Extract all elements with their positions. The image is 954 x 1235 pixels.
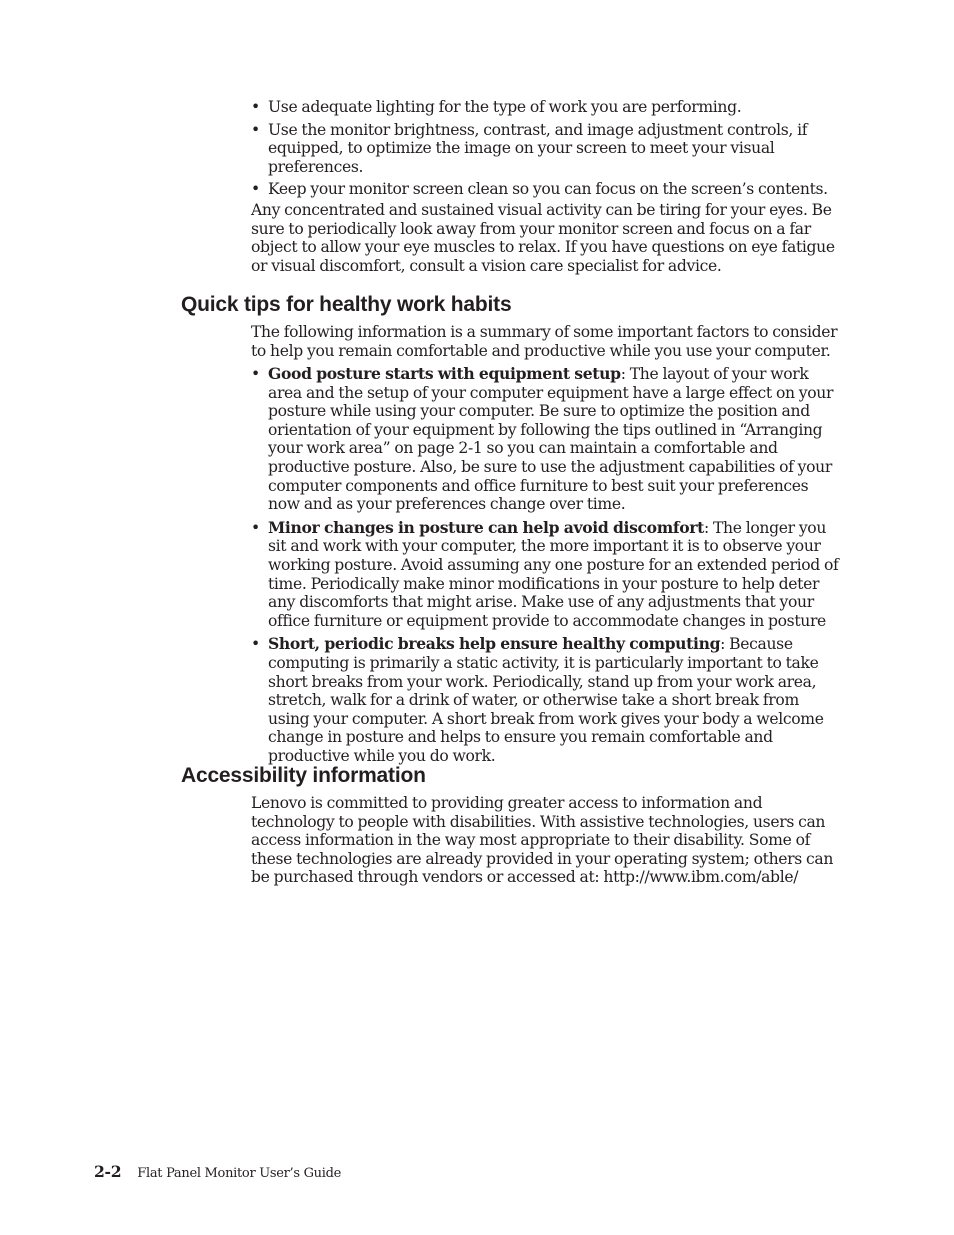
bullet-marker: • — [251, 180, 260, 199]
bullet-marker: • — [251, 120, 260, 139]
tip-title: Minor changes in posture can help avoid discomfort — [268, 517, 704, 537]
list-item-text: Keep your monitor screen clean so you can focus on the screen’s contents. — [268, 180, 828, 199]
page-number: 2-2 — [94, 1162, 122, 1181]
quick-tips-heading: Quick tips for healthy work habits — [181, 293, 512, 316]
accessibility-heading: Accessibility information — [181, 764, 426, 787]
bullet-marker: • — [251, 98, 260, 116]
tip-text: : Because computing is primarily a static activity, it is particularly important to take short breaks from your work. Periodically, stand up from your work area, stretch, walk for a drink of water, or otherwise take a short break from using your computer. A short break from work gives your body a welcome change in posture and helps to ensure you remain comfortable and productive while you do work. — [268, 635, 824, 765]
list-item — [251, 180, 843, 199]
list-item-text: Use adequate lighting for the type of work you are performing. — [268, 98, 742, 116]
tip-title: Short, periodic breaks help ensure healthy computing — [268, 634, 721, 654]
list-item — [251, 365, 843, 514]
list-item — [251, 121, 843, 177]
visual-activity-paragraph: Any concentrated and sustained visual activity can be tiring for your eyes. Be sure to periodically look away from your monitor screen and focus on a far object to allow your eye muscles to relax. If you have questions on eye fatigue or visual discomfort, consult a vision care specialist for advice. — [251, 201, 835, 275]
list-item — [251, 98, 843, 117]
tip-text: : The longer you sit and work with your computer, the more important it is to observe your working posture. Avoid assuming any one posture for an extended period of time. Periodically make minor modifications in your posture to help deter any discomforts that might arise. Make use of any adjustments that your office furniture or equipment provide to accommodate changes in posture — [268, 518, 839, 630]
visual-tips-list — [251, 98, 843, 203]
bullet-marker: • — [251, 635, 260, 654]
bullet-marker: • — [251, 365, 260, 383]
tip-text: : The layout of your work area and the setup of your computer equipment have a large effect on your posture while using your computer. Be sure to optimize the position and orientation of your equipment by following the tips outlined in “Arranging your work area” on page 2-1 so you can maintain a comfortable and productive posture. Also, be sure to use the adjustment capabilities of your computer components and office furniture to best suit your preferences now and as your preferences change over time. — [268, 365, 834, 514]
guide-title: Flat Panel Monitor User’s Guide — [137, 1166, 342, 1181]
tip-title: Good posture starts with equipment setup — [268, 364, 621, 383]
quick-tips-list — [251, 365, 843, 769]
bullet-marker: • — [251, 518, 260, 537]
list-item — [251, 519, 843, 631]
list-item — [251, 635, 843, 765]
page-footer — [94, 1162, 341, 1181]
list-item-text: Use the monitor brightness, contrast, and image adjustment controls, if equipped, to optimize the image on your screen to meet your visual preferences. — [268, 120, 808, 176]
quick-tips-intro: The following information is a summary of some important factors to consider to help you remain comfortable and productive while you use your computer. — [251, 323, 838, 360]
accessibility-paragraph: Lenovo is committed to providing greater access to information and technology to people with disabilities. With assistive technologies, users can access information in the way most appropriate to their disability. Some of these technologies are already provided in your operating system; others can be purchased through vendors or accessed at: http://www.ibm.com/able/ — [251, 794, 834, 887]
